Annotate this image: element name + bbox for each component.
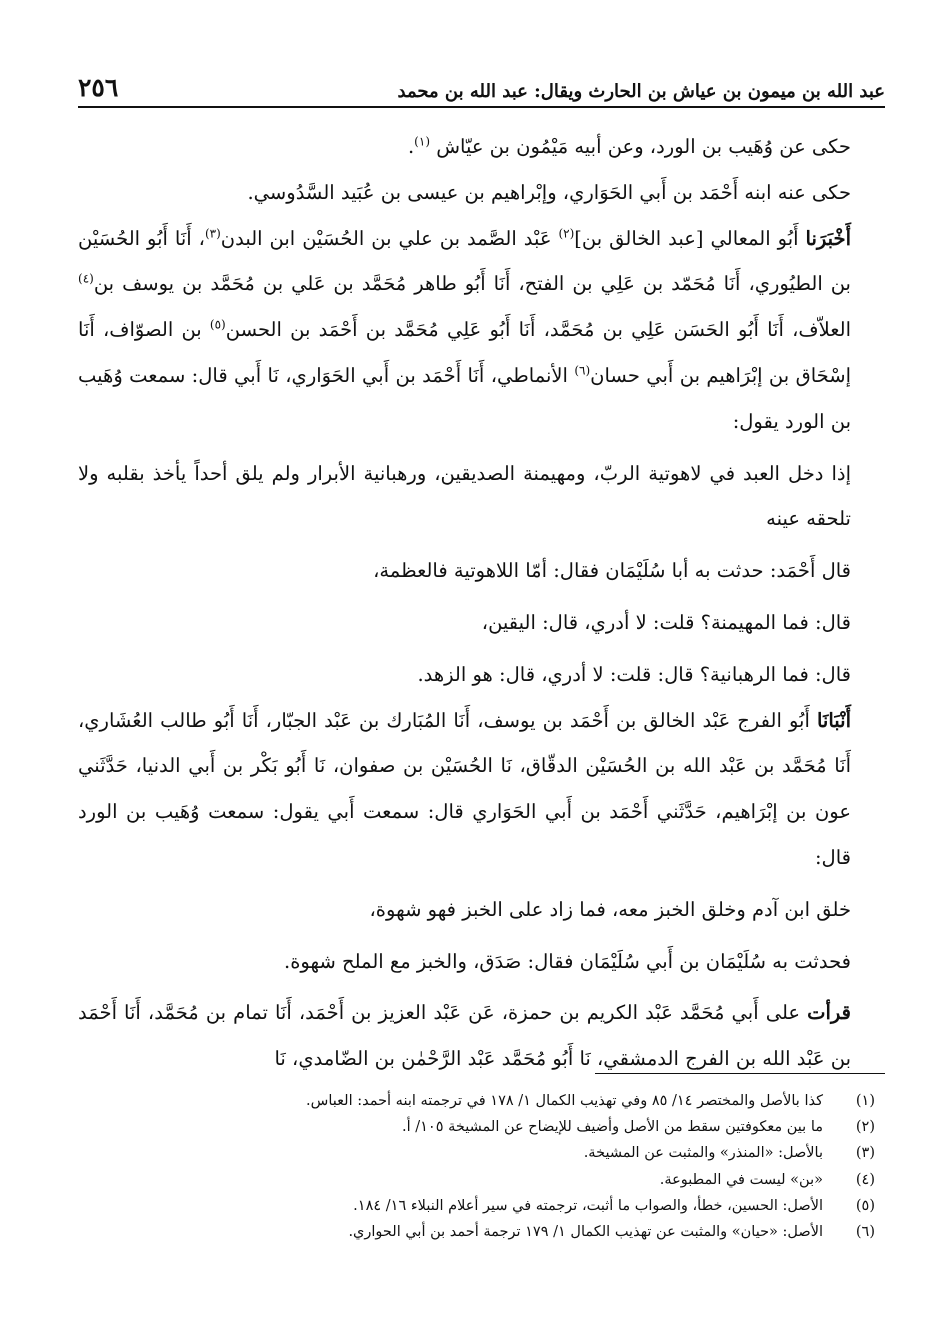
main-text (78, 124, 885, 1082)
footnote-number: (٢) (855, 1119, 875, 1136)
footnote-text: «بن» ليست في المطبوعة. (659, 1171, 823, 1188)
paragraph-10: فحدثت به سُلَيْمَان بن أَبي سُلَيْمَان فقال: صَدَق، والخبز مع الملح شهوة. (284, 949, 851, 973)
footnote (78, 1167, 875, 1193)
footnote (78, 1193, 875, 1219)
paragraph-6: قال: فما المهيمنة؟ قلت: لا أدري، قال: اليقين، (481, 610, 851, 634)
footnote-ref-4: (٤) (78, 271, 94, 286)
running-title: عبد الله بن ميمون بن عياش بن الحارث ويقال: عبد الله بن محمد (397, 81, 885, 102)
footnote-number: (٥) (855, 1197, 875, 1214)
footnote-ref-6: (٦) (574, 363, 591, 378)
paragraph-1: حكى عن وُهَيب بن الورد، وعن أبيه مَيْمُون بن عيّاش $^{(١)}$. (407, 134, 851, 158)
isnad-lead-word: قرأت (807, 1001, 851, 1025)
paragraph-3: أَخْبَرَنا أَبُو المعالي [عبد الخالق بن]$^{(٢)}$ عَبْد الصَّمد بن علي بن الحُسَيْن ابن البدن$^{(٣)}$، أَنَا أَبُو الحُسَيْن بن الطيُوري، أَنَا مُحَمّد بن عَلِي بن الفتح، أَنَا أَبُو طاهر مُحَمَّد بن عَلي بن مُحَمَّد بن يوسف بن$^{(٤)}$ العلاّف، أَنَا أَبُو الحَسَن عَلِي بن مُحَمَّد، أَنَا أَبُو عَلِي مُحَمَّد بن أَحْمَد بن الحسن$^{(٥)}$ بن الصوّاف، أَنَا إسْحَاق بن إبْرَاهيم بن أَبي حسان$^{(٦)}$ الأنماطي، أَنَا أَحْمَد بن أَبي الحَوَاري، نَا أَبي قال: سمعت وُهَيب بن الورد يقول: (78, 226, 851, 433)
paragraph-7: قال: فما الرهبانية؟ قال: قلت: لا أدري، قال: هو الزهد. (417, 662, 851, 686)
footnote-number: (٦) (855, 1224, 875, 1241)
footnote (78, 1114, 875, 1140)
isnad-lead-word: أَنْبَانَا (816, 708, 851, 732)
header-rule (78, 106, 885, 108)
page-number: ٢٥٦ (78, 73, 119, 102)
footnote-number: (٤) (855, 1171, 875, 1188)
footnote-text: الأصل: الحسين، خطأ، والصواب ما أثبت، ترجمته في سير أعلام النبلاء ١٦/ ١٨٤. (353, 1197, 823, 1214)
footnote-separator (595, 1073, 885, 1074)
paragraph-4: إذا دخل العبد في لاهوتية الربّ، ومهيمنة الصديقين، ورهبانية الأبرار ولم يلق أحداً يأخذ بقلبه ولا تلحقه عينه (78, 461, 851, 531)
footnote-text: بالأصل: «المنذر» والمثبت عن المشيخة. (583, 1145, 823, 1162)
footnote-ref-2: (٢) (558, 226, 575, 241)
footnote (78, 1219, 875, 1245)
footnote-text: ما بين معكوفتين سقط من الأصل وأضيف للإيضاح عن المشيخة ١٠٥/ أ. (401, 1119, 823, 1136)
footnote-number: (١) (855, 1093, 875, 1109)
footnote-ref-5: (٥) (209, 317, 226, 332)
paragraph-9: خلق ابن آدم وخلق الخبز معه، فما زاد على الخبز فهو شهوة، (369, 897, 851, 921)
footnote-text: كذا بالأصل والمختصر ١٤/ ٨٥ وفي تهذيب الكمال ١/ ١٧٨ في ترجمته ابنه أحمد: العباس. (306, 1093, 823, 1109)
footnote-text: الأصل: «حيان» والمثبت عن تهذيب الكمال ١/ ١٧٩ ترجمة أحمد بن أبي الحواري. (348, 1224, 823, 1241)
footnote (78, 1140, 875, 1166)
page-header (78, 58, 885, 102)
footnotes (78, 1088, 875, 1245)
paragraph-8: أَنْبَانَا أَبُو الفرج عَبْد الخالق بن أَحْمَد بن يوسف، أَنَا المُبَارك بن عَبْد الجبّار، أَنَا أَبُو طالب العُشَاري، أَنَا مُحَمَّد بن عَبْد الله بن الحُسَيْن الدقّاق، نَا الحُسَيْن بن صفوان، نَا أَبُو بَكْر بن أَبي الدنيا، حَدَّثَني عون بن إبْرَاهيم، حَدَّثَني أَحْمَد بن أَبي الحَوَاري قال: سمعت أَبي يقول: سمعت وُهَيب بن الورد قال: (78, 708, 851, 869)
footnote (78, 1088, 875, 1114)
footnote-ref-1: (١) (414, 134, 430, 149)
footnote-number: (٣) (855, 1145, 875, 1162)
footnote-ref-3: (٣) (204, 226, 221, 241)
isnad-lead-word: أَخْبَرَنا (805, 226, 851, 250)
paragraph-2: حكى عنه ابنه أَحْمَد بن أَبي الحَوَاري، وإبْراهيم بن عيسى بن عُبَيد السَّدُوسي. (247, 180, 851, 204)
paragraph-11: قرأت على أَبي مُحَمَّد عَبْد الكريم بن حمزة، عَن عَبْد العزيز بن أَحْمَد، أَنَا تمام بن مُحَمَّد، أَنَا أَحْمَد بن عَبْد الله بن الفرج الدمشقي، نَا أَبُو مُحَمَّد عَبْد الرَّحْمٰن بن الضّامدي، نَا (78, 1001, 851, 1071)
paragraph-5: قال أَحْمَد: حدثت به أبا سُلَيْمَان فقال: أمّا اللاهوتية فالعظمة، (373, 559, 851, 583)
